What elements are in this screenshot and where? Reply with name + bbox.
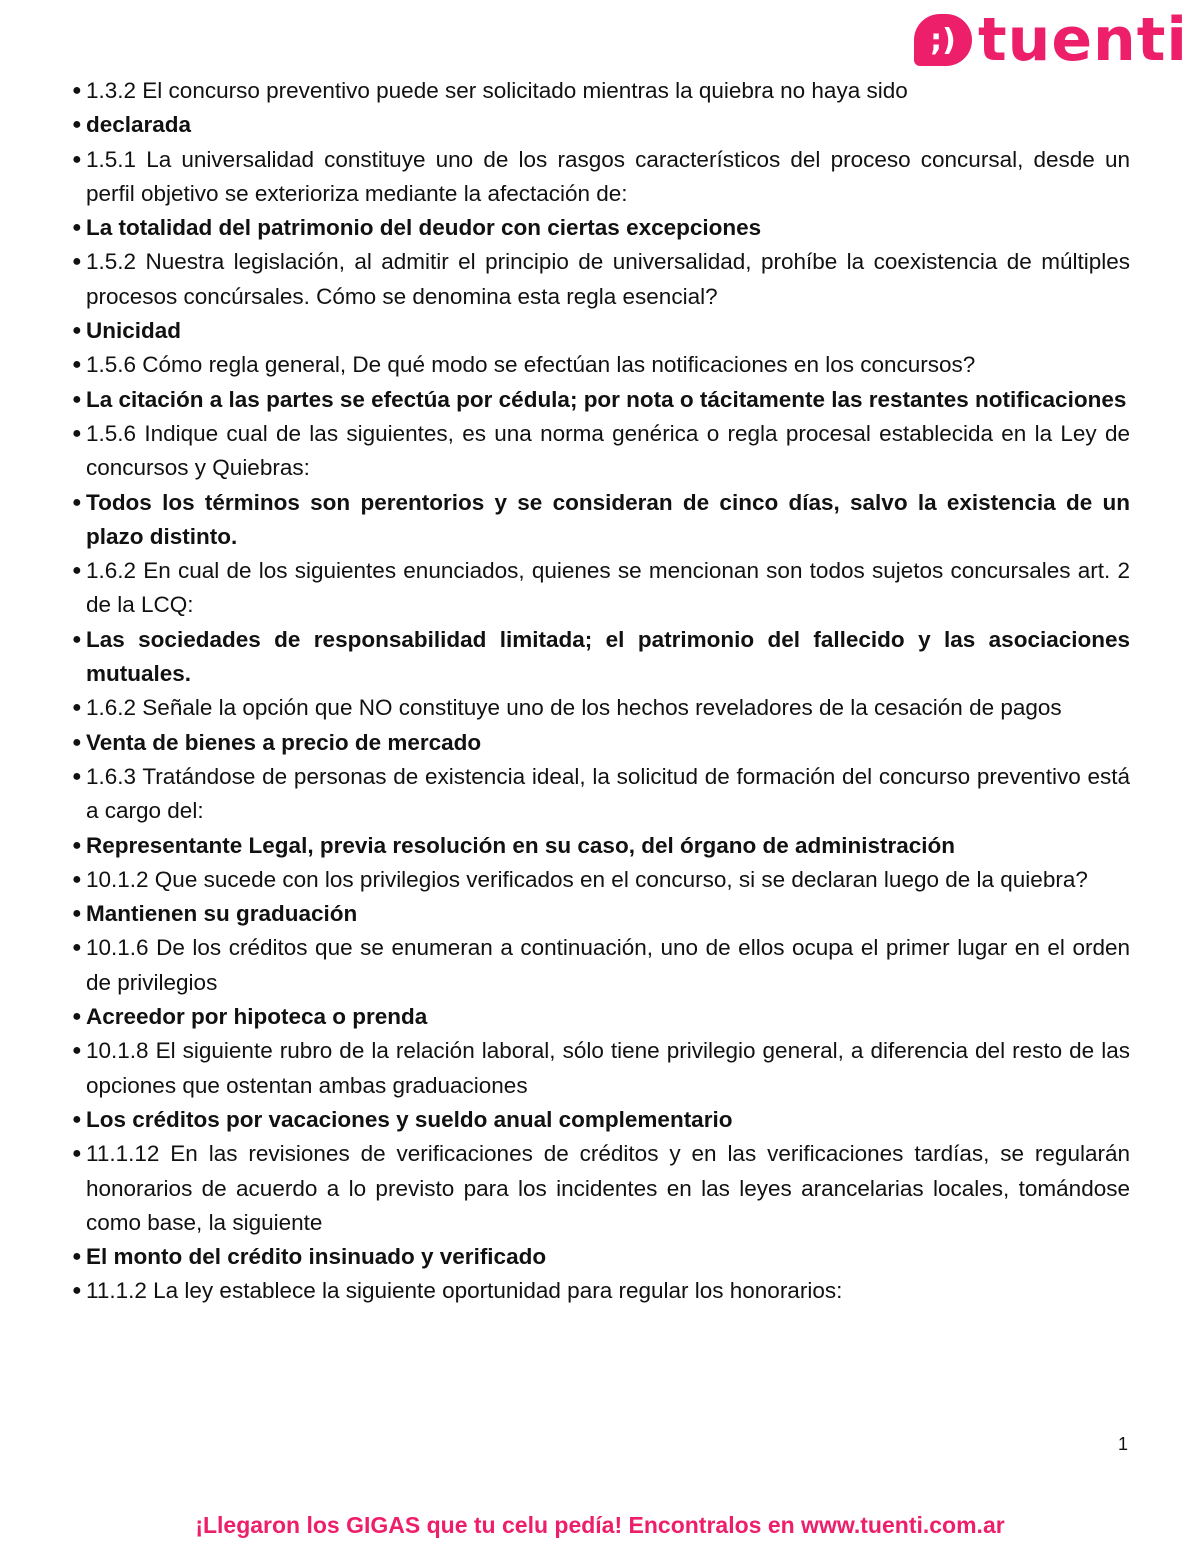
- question-item: [72, 1034, 1130, 1103]
- question-item: [72, 931, 1130, 1000]
- tuenti-logo-text: tuenti: [977, 5, 1188, 75]
- question-text: 11.1.2 La ley establece la siguiente oportunidad para regular los honorarios:: [86, 1278, 843, 1304]
- footer-ad-text: ¡Llegaron los GIGAS que tu celu pedía! Encontralos en www.tuenti.com.ar: [195, 1512, 1005, 1538]
- answer-text: Las sociedades de responsabilidad limitada; el patrimonio del fallecido y las asociaciones mutuales.: [86, 626, 1130, 687]
- answer-item: [72, 829, 1130, 863]
- answer-item: [72, 1240, 1130, 1274]
- question-text: 1.5.6 Indique cual de las siguientes, es una norma genérica o regla procesal establecida en la Ley de concursos y Quiebras:: [86, 420, 1130, 481]
- bullet-icon: ●: [72, 939, 82, 957]
- bullet-icon: ●: [72, 905, 82, 923]
- tuenti-logo-icon: ;): [914, 14, 972, 66]
- question-item: [72, 554, 1130, 623]
- bullet-icon: ●: [72, 150, 82, 168]
- question-text: 1.6.3 Tratándose de personas de existencia ideal, la solicitud de formación del concurso preventivo está a cargo del:: [86, 763, 1130, 824]
- question-item: [72, 1274, 1130, 1308]
- answer-text: declarada: [86, 112, 192, 138]
- question-item: [72, 74, 1130, 108]
- answer-text: La totalidad del patrimonio del deudor con ciertas excepciones: [86, 215, 762, 241]
- answer-text: Todos los términos son perentorios y se consideran de cinco días, salvo la existencia de un plazo distinto.: [86, 489, 1130, 549]
- question-text: 11.1.12 En las revisiones de verificaciones de créditos y en las verificaciones tardías, se regularán honorarios de acuerdo a lo previsto para los incidentes en las leyes arancelarias locales, tomándose como base, la siguiente: [86, 1141, 1130, 1235]
- bullet-icon: ●: [72, 1008, 82, 1026]
- bullet-icon: ●: [72, 1042, 82, 1060]
- bullet-icon: ●: [72, 1145, 82, 1163]
- answer-text: Representante Legal, previa resolución en su caso, del órgano de administración: [86, 832, 955, 858]
- answer-item: [72, 897, 1130, 931]
- question-item: [72, 691, 1130, 725]
- answer-item: [72, 486, 1130, 555]
- bullet-icon: ●: [72, 116, 82, 134]
- question-item: [72, 760, 1130, 829]
- answer-item: [72, 314, 1130, 348]
- question-item: [72, 245, 1130, 314]
- bullet-icon: ●: [72, 1110, 82, 1128]
- bullet-icon: ●: [72, 322, 82, 340]
- answer-item: [72, 211, 1130, 245]
- question-text: 10.1.2 Que sucede con los privilegios verificados en el concurso, si se declaran luego de la quiebra?: [86, 866, 1088, 892]
- bullet-icon: ●: [72, 82, 82, 99]
- answer-text: Venta de bienes a precio de mercado: [86, 729, 482, 755]
- bullet-icon: ●: [72, 493, 82, 511]
- answer-text: El monto del crédito insinuado y verificado: [86, 1244, 547, 1270]
- question-item: [72, 348, 1130, 382]
- question-text: 1.3.2 El concurso preventivo puede ser solicitado mientras la quiebra no haya sido: [86, 78, 908, 103]
- bullet-icon: ●: [72, 390, 82, 408]
- question-item: [72, 143, 1130, 212]
- answer-text: Los créditos por vacaciones y sueldo anual complementario: [86, 1106, 733, 1132]
- question-text: 1.6.2 Señale la opción que NO constituye uno de los hechos reveladores de la cesación de pagos: [86, 695, 1062, 721]
- bullet-icon: ●: [72, 424, 82, 442]
- question-text: 10.1.8 El siguiente rubro de la relación laboral, sólo tiene privilegio general, a diferencia del resto de las opciones que ostentan ambas graduaciones: [86, 1038, 1130, 1098]
- answer-item: [72, 383, 1130, 417]
- document-body: [72, 74, 1130, 1309]
- question-text: 10.1.6 De los créditos que se enumeran a continuación, uno de ellos ocupa el primer lugar en el orden de privilegios: [86, 935, 1130, 995]
- bullet-icon: ●: [72, 1248, 82, 1266]
- question-text: 1.5.6 Cómo regla general, De qué modo se efectúan las notificaciones en los concursos?: [86, 352, 976, 378]
- bullet-icon: ●: [72, 356, 82, 374]
- question-item: [72, 1137, 1130, 1240]
- page-number: 1: [1117, 1434, 1128, 1454]
- answer-item: [72, 623, 1130, 692]
- answer-item: [72, 1103, 1130, 1137]
- answer-text: La citación a las partes se efectúa por cédula; por nota o tácitamente las restantes notificaciones: [86, 386, 1127, 412]
- bullet-icon: ●: [72, 253, 82, 271]
- question-item: [72, 417, 1130, 486]
- question-item: [72, 863, 1130, 897]
- answer-item: [72, 726, 1130, 760]
- bullet-icon: ●: [72, 870, 82, 888]
- bullet-icon: ●: [72, 630, 82, 648]
- bullet-icon: ●: [72, 1282, 82, 1300]
- answer-item: [72, 108, 1130, 142]
- bullet-icon: ●: [72, 562, 82, 580]
- question-text: 1.5.2 Nuestra legislación, al admitir el principio de universalidad, prohíbe la coexistencia de múltiples procesos concúrsales. Cómo se denomina esta regla esencial?: [86, 249, 1130, 309]
- answer-item: [72, 1000, 1130, 1034]
- tuenti-logo: [914, 5, 1188, 75]
- bullet-icon: ●: [72, 836, 82, 854]
- question-text: 1.5.1 La universalidad constituye uno de los rasgos característicos del proceso concursal, desde un perfil objetivo se exterioriza mediante la afectación de:: [86, 146, 1130, 206]
- bullet-icon: ●: [72, 699, 82, 717]
- bullet-icon: ●: [72, 219, 82, 237]
- bullet-icon: ●: [72, 767, 82, 785]
- question-text: 1.6.2 En cual de los siguientes enunciados, quienes se mencionan son todos sujetos concursales art. 2 de la LCQ:: [86, 558, 1130, 618]
- answer-text: Mantienen su graduación: [86, 901, 358, 927]
- answer-text: Acreedor por hipoteca o prenda: [86, 1004, 428, 1030]
- answer-text: Unicidad: [86, 318, 182, 344]
- bullet-icon: ●: [72, 733, 82, 751]
